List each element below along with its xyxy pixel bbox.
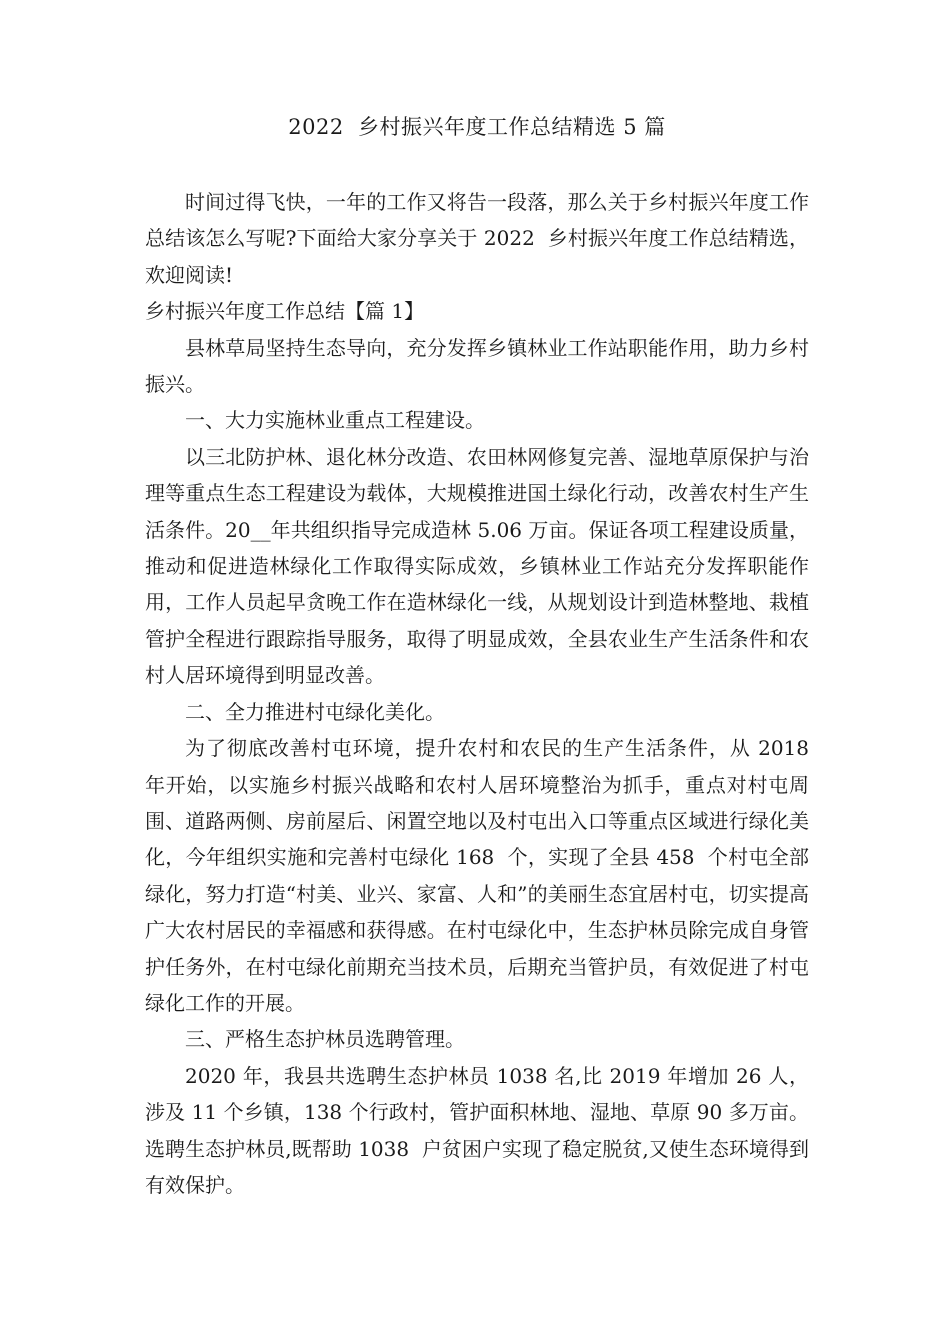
document-title: 2022 乡村振兴年度工作总结精选 5 篇 <box>288 115 666 139</box>
subheading-1: 一、大力实施林业重点工程建设。 <box>185 408 485 433</box>
subheading-2: 二、全力推进村屯绿化美化。 <box>185 699 445 724</box>
body-paragraph: 以三北防护林、退化林分改造、农田林网修复完善、湿地草原保护与治理等重点生态工程建设为载体，大规模推进国土绿化行动，改善农村生产生活条件。20__年共组织指导完成造林 5.06 万亩。保证各项工程建设质量，推动和促进造林绿化工作取得实际成效，乡镇林业工作站充分发挥职能作用，工作人员起早贪晚工作在造林绿化一线，从规划设计到造林整地、栽植管护全程进行跟踪指导服务，取得了明显成效，全县农业生产生活条件和农村人居环境得到明显改善。 <box>145 444 809 688</box>
subheading-3: 三、严格生态护林员选聘管理。 <box>185 1027 465 1052</box>
intro-paragraph: 时间过得飞快，一年的工作又将告一段落，那么关于乡村振兴年度工作总结该怎么写呢?下面给大家分享关于 2022 乡村振兴年度工作总结精选，欢迎阅读! <box>145 190 809 287</box>
body-paragraph: 为了彻底改善村屯环境，提升农村和农民的生产生活条件，从 2018 年开始，以实施乡村振兴战略和农村人居环境整治为抓手，重点对村屯周围、道路两侧、房前屋后、闲置空地以及村屯出入口等重点区域进行绿化美化，今年组织实施和完善村屯绿化 168 个，实现了全县 458 个村屯全部绿化，努力打造“村美、业兴、家富、人和”的美丽生态宜居村屯，切实提高广大农村居民的幸福感和获得感。在村屯绿化中，生态护林员除完成自身管护任务外，在村屯绿化前期充当技术员，后期充当管护员，有效促进了村屯绿化工作的开展。 <box>145 736 822 1015</box>
section-heading-part-1: 乡村振兴年度工作总结【篇 1】 <box>145 299 425 324</box>
document-page <box>145 108 822 1203</box>
body-paragraph: 2020 年，我县共选聘生态护林员 1038 名,比 2019 年增加 26 人，涉及 11 个乡镇，138 个行政村，管护面积林地、湿地、草原 90 多万亩。选聘生态护林员,既帮助 1038 户贫困户实现了稳定脱贫,又使生态环境得到有效保护。 <box>145 1063 809 1197</box>
body-paragraph: 县林草局坚持生态导向，充分发挥乡镇林业工作站职能作用，助力乡村振兴。 <box>145 335 809 397</box>
